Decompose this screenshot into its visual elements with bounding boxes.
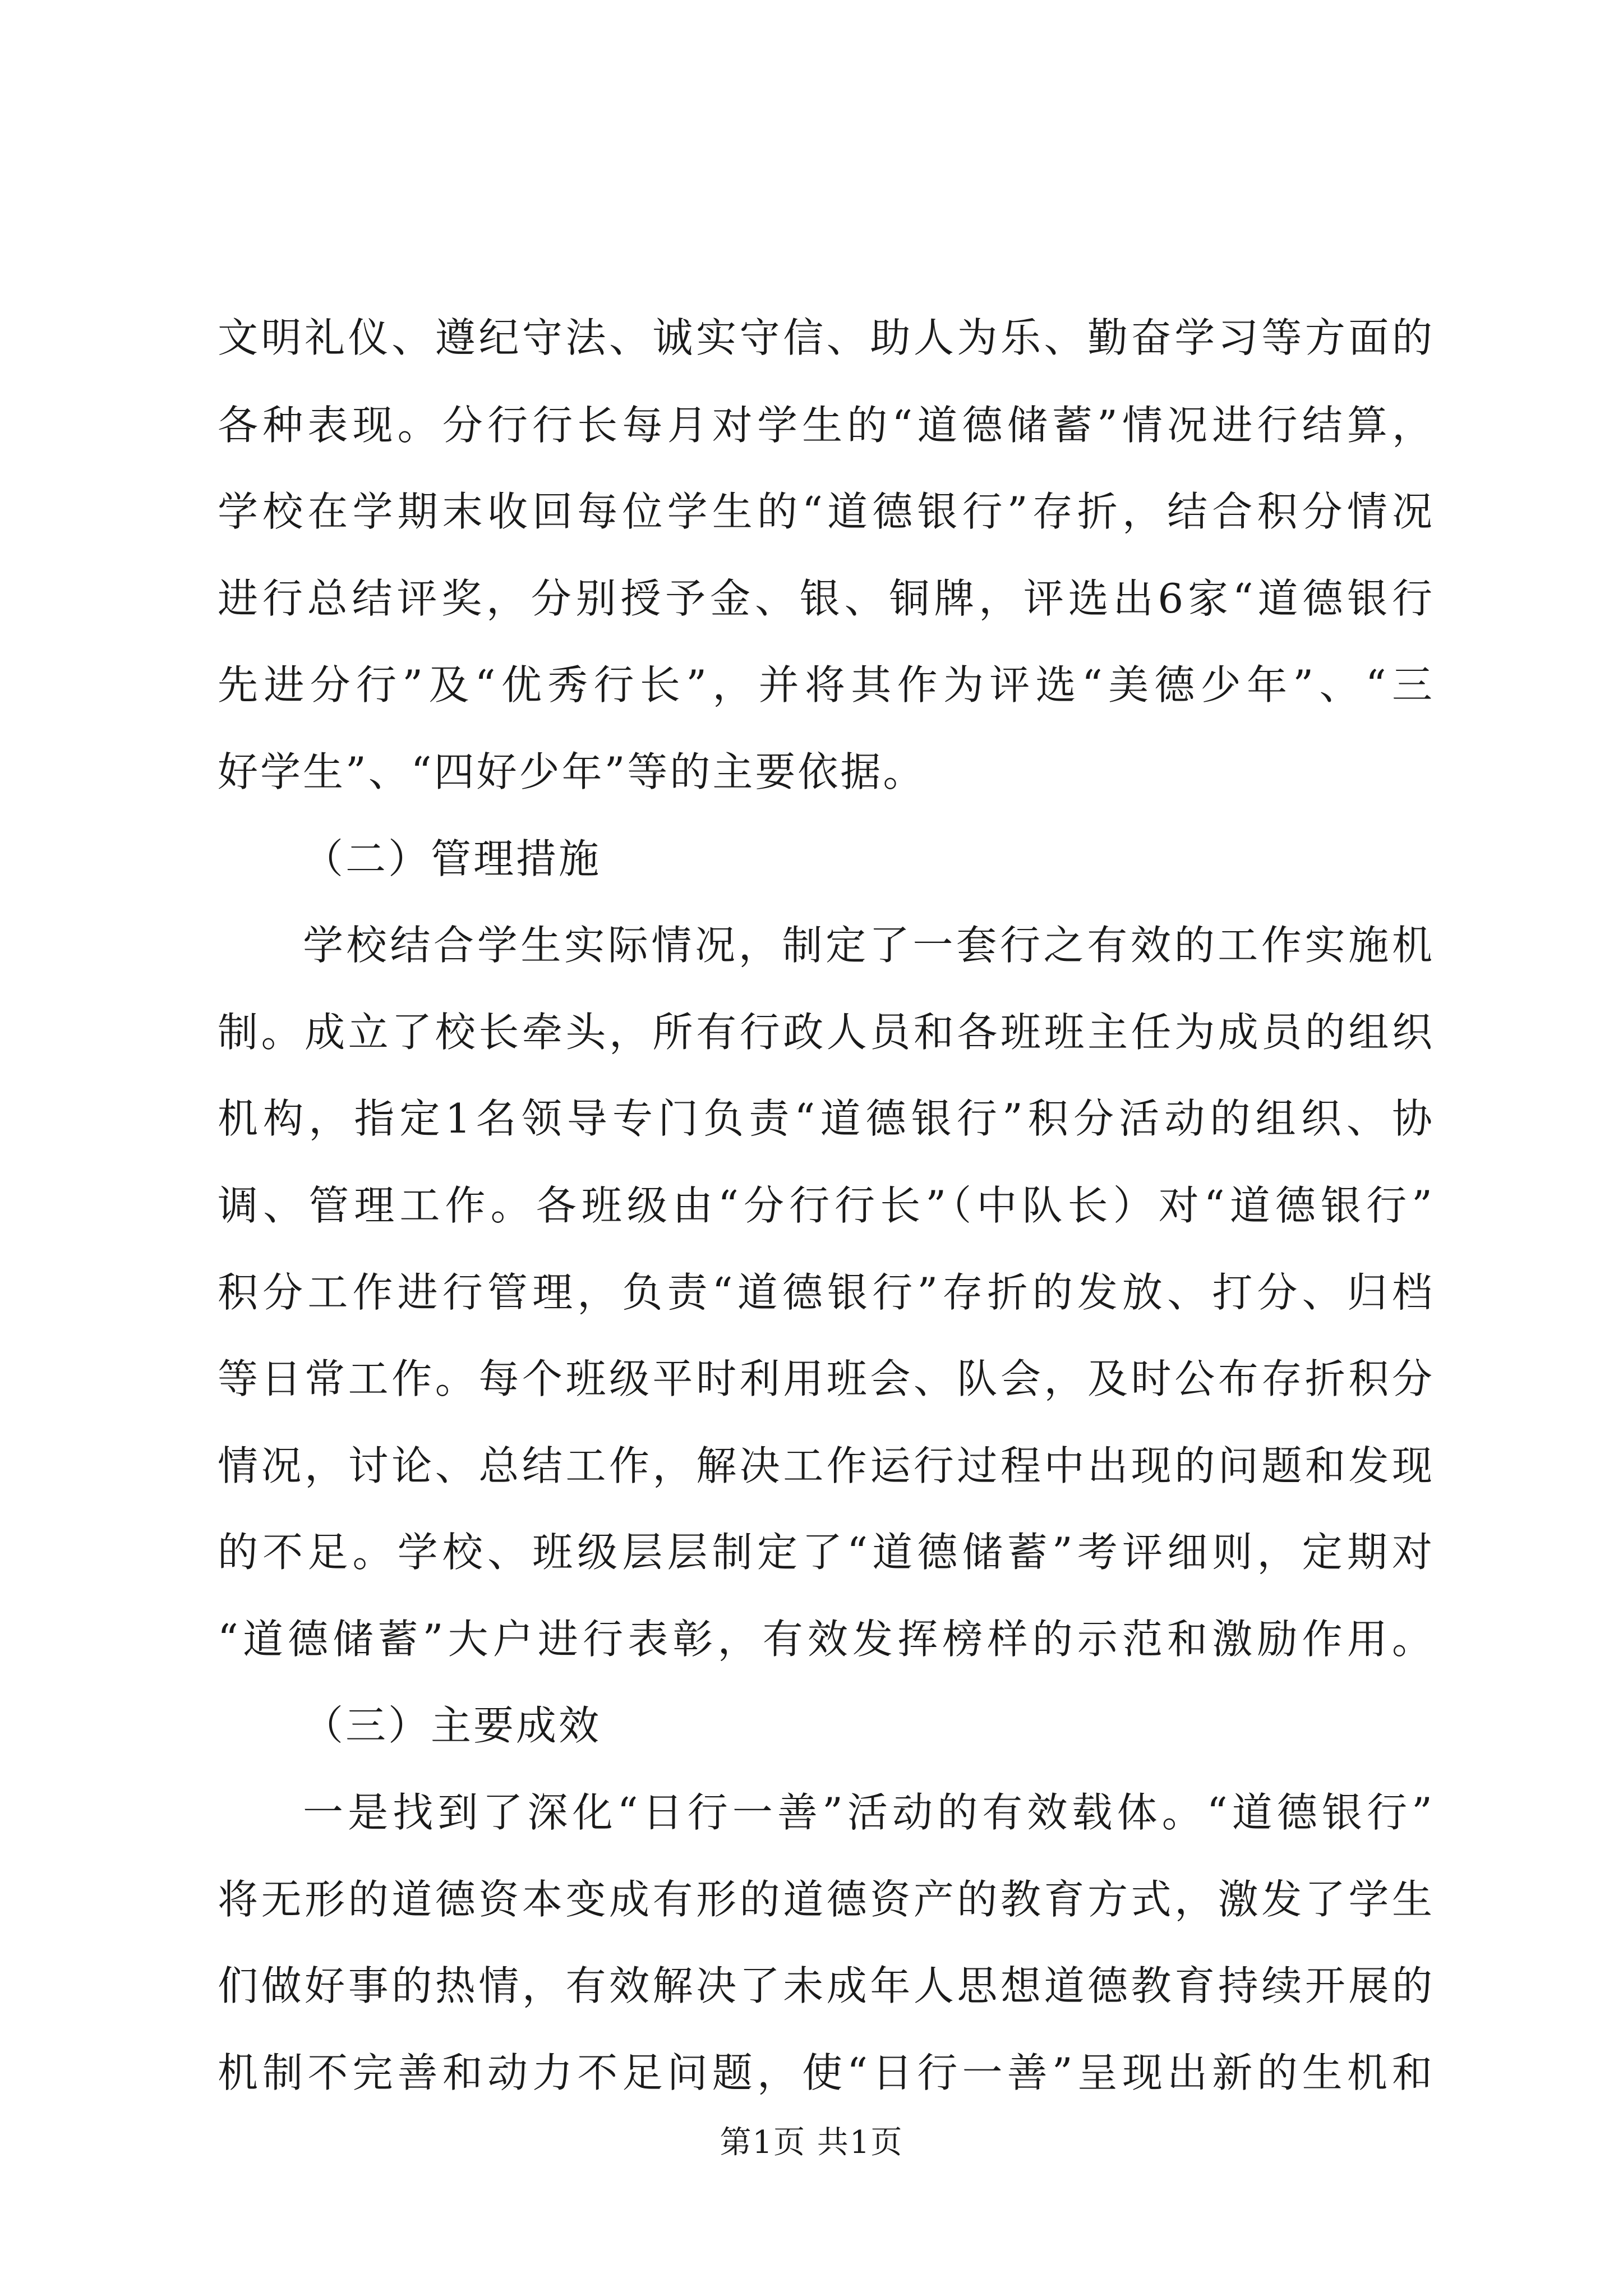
- body-text-line: 各种表现。分行行长每月对学生的“道德储蓄”情况进行结算，: [218, 402, 1435, 449]
- body-text-line: 好学生”、“四好少年”等的主要依据。: [218, 748, 926, 795]
- body-text-line: 进行总结评奖，分别授予金、银、铜牌，评选出6家“道德银行: [218, 575, 1435, 622]
- body-text-line: “道德储蓄”大户进行表彰，有效发挥榜样的示范和激励作用。: [218, 1616, 1435, 1663]
- paragraph-first-line: 一是找到了深化“日行一善”活动的有效载体。“道德银行”: [303, 1789, 1435, 1836]
- body-text-line: 文明礼仪、遵纪守法、诚实守信、助人为乐、勤奋学习等方面的: [218, 314, 1435, 361]
- body-text-line: 制。成立了校长牵头，所有行政人员和各班班主任为成员的组织: [218, 1009, 1435, 1056]
- section-heading: （三）主要成效: [303, 1702, 602, 1749]
- body-text-line: 积分工作进行管理，负责“道德银行”存折的发放、打分、归档: [218, 1269, 1435, 1316]
- body-text-line: 机构，指定1名领导专门负责“道德银行”积分活动的组织、协: [218, 1095, 1435, 1142]
- body-text-line: 情况，讨论、总结工作，解决工作运行过程中出现的问题和发现: [218, 1442, 1435, 1489]
- page-footer: 第1页 共1页: [720, 2124, 903, 2161]
- section-heading: （二）管理措施: [303, 835, 602, 882]
- body-text-line: 们做好事的热情，有效解决了未成年人思想道德教育持续开展的: [218, 1962, 1435, 2009]
- body-text-line: 等日常工作。每个班级平时利用班会、队会，及时公布存折积分: [218, 1355, 1435, 1402]
- body-text-line: 机制不完善和动力不足问题，使“日行一善”呈现出新的生机和: [218, 2049, 1435, 2096]
- body-text-line: 的不足。学校、班级层层制定了“道德储蓄”考评细则，定期对: [218, 1529, 1435, 1576]
- paragraph-first-line: 学校结合学生实际情况，制定了一套行之有效的工作实施机: [303, 922, 1435, 969]
- body-text-line: 调、管理工作。各班级由“分行行长”（中队长）对“道德银行”: [218, 1182, 1435, 1229]
- body-text-line: 学校在学期末收回每位学生的“道德银行”存折，结合积分情况: [218, 488, 1435, 535]
- body-text-line: 将无形的道德资本变成有形的道德资产的教育方式，激发了学生: [218, 1876, 1435, 1923]
- body-text-line: 先进分行”及“优秀行长”，并将其作为评选“美德少年”、“三: [218, 661, 1435, 708]
